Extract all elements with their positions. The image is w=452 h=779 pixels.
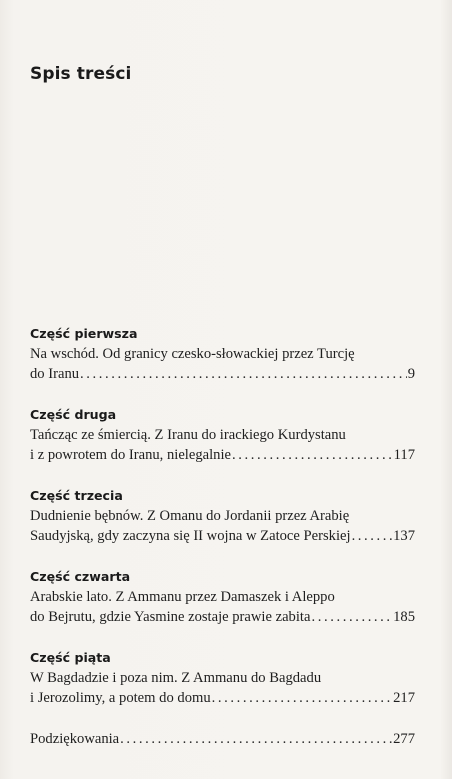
page-number: 277 bbox=[393, 731, 415, 747]
dot-leader bbox=[352, 526, 393, 546]
dot-leader bbox=[232, 445, 393, 465]
part-heading: Część pierwsza bbox=[30, 326, 138, 341]
part-description-line: Na wschód. Od granicy czesko-słowackiej przez Turcję bbox=[30, 346, 355, 362]
toc-entry-line bbox=[30, 364, 415, 384]
toc-entry-line bbox=[30, 688, 415, 708]
page-number: 117 bbox=[393, 447, 415, 463]
dot-leader bbox=[212, 688, 392, 708]
toc-part-4 bbox=[30, 567, 415, 627]
dot-leader bbox=[80, 364, 407, 384]
part-description-line: Saudyjską, gdy zaczyna się II wojna w Zatoce Perskiej bbox=[30, 528, 351, 544]
toc-part-1 bbox=[30, 324, 415, 384]
part-description-line: i z powrotem do Iranu, nielegalnie bbox=[30, 447, 231, 463]
toc-acknowledgements bbox=[30, 729, 415, 749]
part-heading: Część czwarta bbox=[30, 569, 131, 584]
part-description-line: do Bejrutu, gdzie Yasmine zostaje prawie zabita bbox=[30, 609, 311, 625]
toc-part-3 bbox=[30, 486, 415, 546]
part-heading: Część trzecia bbox=[30, 488, 123, 503]
page-number: 137 bbox=[393, 528, 415, 544]
part-description-line: W Bagdadzie i poza nim. Z Ammanu do Bagdadu bbox=[30, 670, 322, 686]
part-description-line: Tańcząc ze śmiercią. Z Iranu do irackiego Kurdystanu bbox=[30, 427, 346, 443]
part-heading: Część druga bbox=[30, 407, 117, 422]
toc-part-5 bbox=[30, 648, 415, 708]
dot-leader bbox=[120, 729, 392, 749]
dot-leader bbox=[311, 607, 392, 627]
part-description-line: i Jerozolimy, a potem do domu bbox=[30, 690, 211, 706]
part-description-line: do Iranu bbox=[30, 366, 80, 382]
part-heading: Część piąta bbox=[30, 650, 111, 665]
part-description-line: Arabskie lato. Z Ammanu przez Damaszek i Aleppo bbox=[30, 589, 335, 605]
toc-entry-line bbox=[30, 526, 415, 546]
part-description-line: Dudnienie bębnów. Z Omanu do Jordanii przez Arabię bbox=[30, 508, 350, 524]
page-title: Spis treści bbox=[30, 64, 132, 84]
toc-entry-line bbox=[30, 607, 415, 627]
page-number: 185 bbox=[393, 609, 415, 625]
page-number: 217 bbox=[393, 690, 415, 706]
toc-part-2 bbox=[30, 405, 415, 465]
toc-entry-line bbox=[30, 445, 415, 465]
acknowledgements-label: Podziękowania bbox=[30, 731, 120, 747]
table-of-contents bbox=[30, 324, 415, 749]
page-number: 9 bbox=[407, 366, 415, 382]
